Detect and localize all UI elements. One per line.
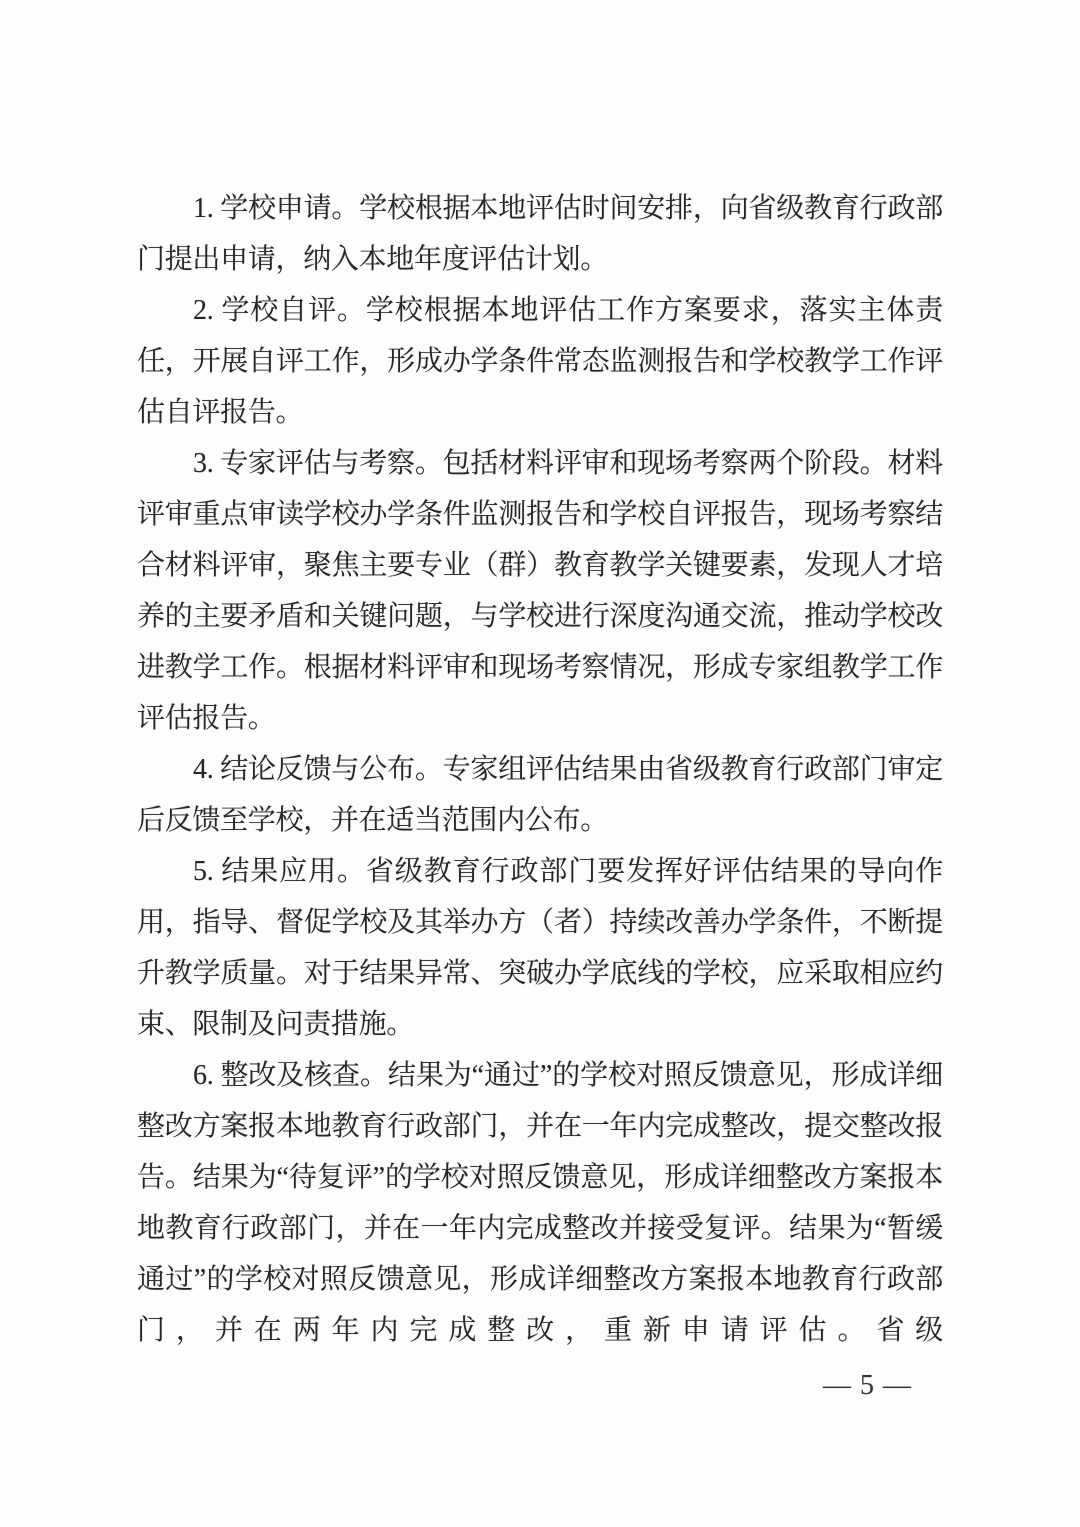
paragraph-1-school-application: 1. 学校申请。学校根据本地评估时间安排，向省级教育行政部门提出申请，纳入本地年度评估计划。 <box>137 193 943 275</box>
paragraph-3-expert-evaluation-and-visit: 3. 专家评估与考察。包括材料评审和现场考察两个阶段。材料评审重点审读学校办学条件监测报告和学校自评报告，现场考察结合材料评审，聚焦主要专业（群）教育教学关键要素，发现人才培养的主要矛盾和关键问题，与学校进行深度沟通交流，推动学校改进教学工作。根据材料评审和现场考察情况，形成专家组教学工作评估报告。 <box>137 448 943 734</box>
paragraph-2-school-self-evaluation: 2. 学校自评。学校根据本地评估工作方案要求，落实主体责任，开展自评工作，形成办学条件常态监测报告和学校教学工作评估自评报告。 <box>137 295 943 428</box>
paragraph-4-conclusion-feedback-and-publication: 4. 结论反馈与公布。专家组评估结果由省级教育行政部门审定后反馈至学校，并在适当范围内公布。 <box>137 754 943 836</box>
page-number: — 5 — <box>823 1370 912 1401</box>
paragraph-5-result-application: 5. 结果应用。省级教育行政部门要发挥好评估结果的导向作用，指导、督促学校及其举办方（者）持续改善办学条件，不断提升教学质量。对于结果异常、突破办学底线的学校，应采取相应约束、限制及问责措施。 <box>137 856 943 1040</box>
paragraph-6-rectification-and-verification: 6. 整改及核查。结果为“通过”的学校对照反馈意见，形成详细整改方案报本地教育行政部门，并在一年内完成整改，提交整改报告。结果为“待复评”的学校对照反馈意见，形成详细整改方案报本地教育行政部门，并在一年内完成整改并接受复评。结果为“暂缓通过”的学校对照反馈意见，形成详细整改方案报本地教育行政部门，并在两年内完成整改，重新申请评估。省级 <box>137 1060 943 1346</box>
document-body-text <box>137 183 943 1356</box>
